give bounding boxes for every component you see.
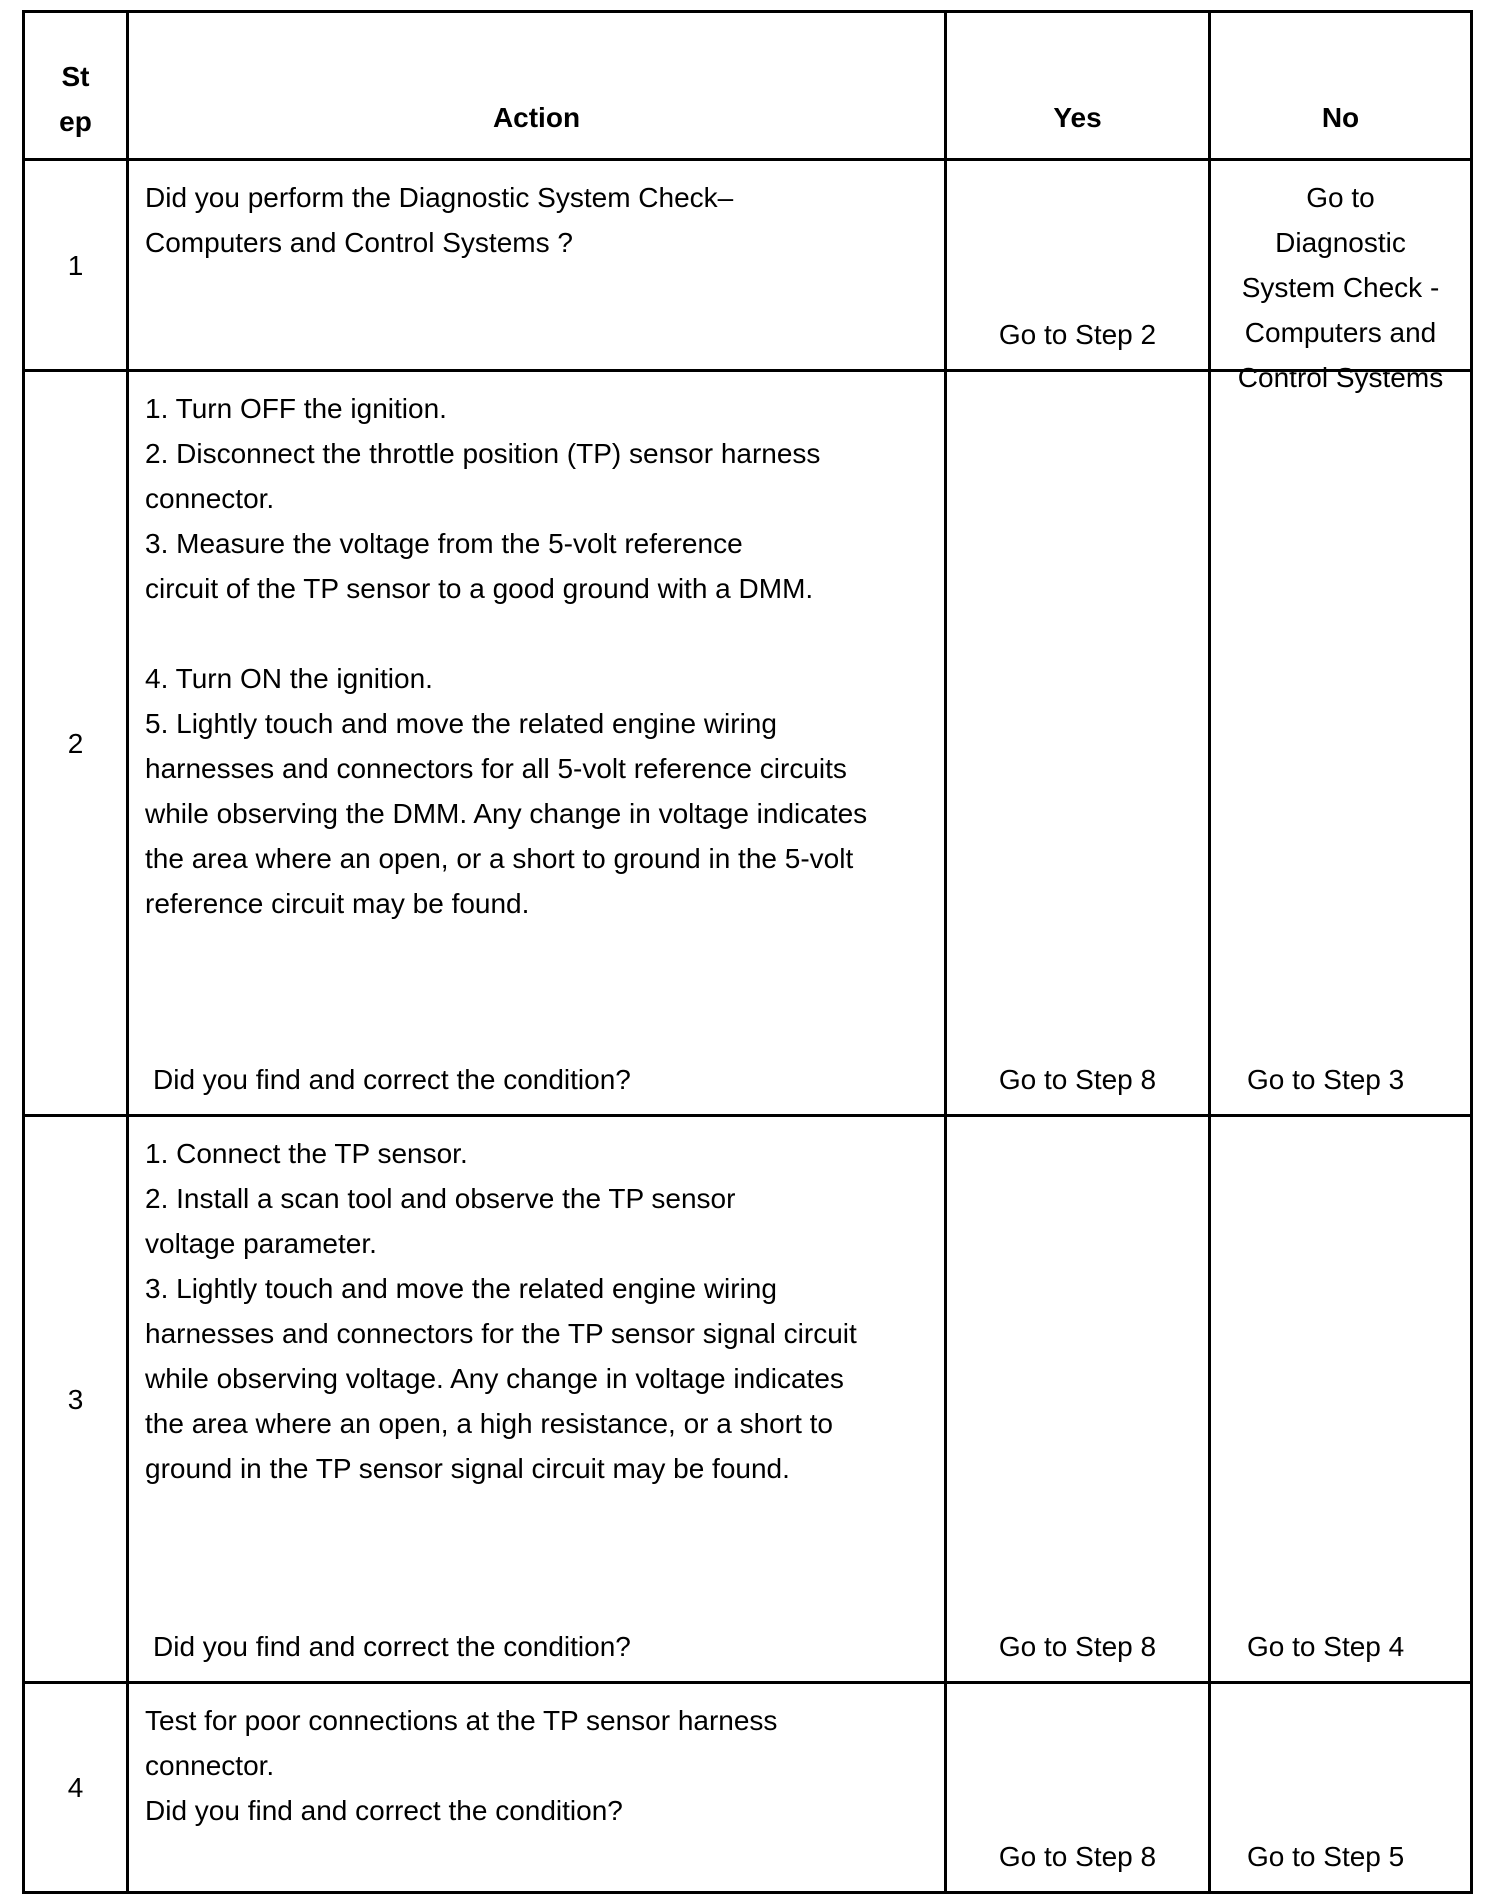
diagnostic-table (22, 10, 1473, 1894)
header-yes: Yes (946, 12, 1210, 160)
yes-result: Go to Step 8 (998, 1631, 1157, 1662)
header-step: St ep (24, 12, 128, 160)
yes-result: Go to Step 2 (998, 319, 1157, 350)
yes-result: Go to Step 8 (998, 1841, 1157, 1872)
action-text: Test for poor connections at the TP sensor harness connector. Did you find and correct the condition? (145, 1705, 778, 1826)
question-text: Did you find and correct the condition? (153, 1064, 631, 1095)
yes-cell (946, 160, 1210, 371)
no-cell (1210, 160, 1472, 393)
no-cell (1210, 371, 1472, 1116)
yes-cell (946, 1116, 1210, 1683)
no-result: Go to Step 4 (1247, 1631, 1405, 1662)
step-number: 1 (24, 160, 128, 371)
action-cell (128, 1683, 946, 1893)
action-cell (128, 160, 946, 371)
table-row (24, 1116, 1472, 1683)
action-text: 1. Connect the TP sensor. 2. Install a scan tool and observe the TP sensor voltage parameter. 3. Lightly touch and move the related engine wiring harnesses and connectors for the TP sensor signal circuit while observing voltage. Any change in voltage indicates the area where an open, a high resistance, or a short to ground in the TP sensor signal circuit may be found. (145, 1138, 857, 1484)
table-header-row (24, 12, 1472, 160)
table-row (24, 160, 1472, 371)
no-result: Go to Step 3 (1247, 1064, 1405, 1095)
yes-result: Go to Step 8 (998, 1064, 1157, 1095)
no-cell (1210, 1116, 1472, 1683)
no-result: Go to Diagnostic System Check - Computers and Control Systems (1237, 182, 1444, 393)
step-number: 4 (24, 1683, 128, 1893)
step-number: 3 (24, 1116, 128, 1683)
action-text: 1. Turn OFF the ignition. 2. Disconnect the throttle position (TP) sensor harness connector. 3. Measure the voltage from the 5-volt reference circuit of the TP sensor to a good ground with a DMM. 4. Turn ON the ignition. 5. Lightly touch and move the related engine wiring harnesses and connectors for all 5-volt reference circuits while observing the DMM. Any change in voltage indicates the area where an open, or a short to ground in the 5-volt reference circuit may be found. (145, 393, 868, 919)
header-action: Action (128, 12, 946, 160)
no-result: Go to Step 5 (1247, 1841, 1405, 1872)
table-row (24, 371, 1472, 1116)
action-cell (128, 1116, 946, 1683)
header-no: No (1210, 12, 1472, 160)
question-text: Did you find and correct the condition? (153, 1631, 631, 1662)
no-cell (1210, 1683, 1472, 1893)
table-row (24, 1683, 1472, 1893)
action-text: Did you perform the Diagnostic System Check– Computers and Control Systems ? (145, 182, 734, 258)
yes-cell (946, 371, 1210, 1116)
action-cell (128, 371, 946, 1116)
step-number: 2 (24, 371, 128, 1116)
yes-cell (946, 1683, 1210, 1893)
